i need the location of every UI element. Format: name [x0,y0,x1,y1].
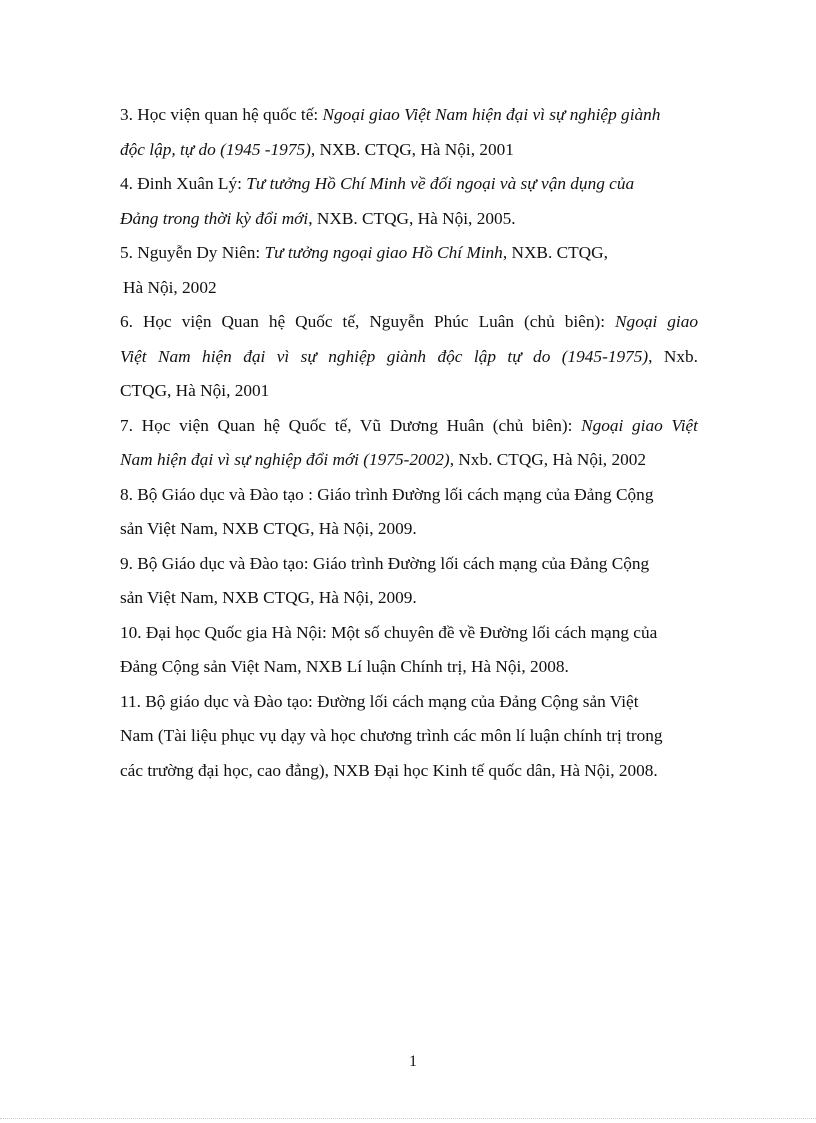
reference-title: Nam hiện đại vì sự nghiệp đổi mới (1975-2002) [120,450,450,469]
reference-text: , NXB. CTQG, [502,243,608,262]
reference-line [120,581,698,616]
reference-item-8 [120,478,698,547]
reference-line [120,512,698,547]
reference-text: Nam (Tài liệu phục vụ dạy và học chương trình các môn lí luận chính trị trong [120,726,663,745]
reference-item-11 [120,685,698,789]
reference-text: , NXB. CTQG, Hà Nội, 2005. [308,208,516,228]
reference-title: Ngoại giao Việt Nam hiện đại vì sự nghiệp giành [322,105,661,124]
reference-text: , Nxb. CTQG, Hà Nội, 2002 [449,450,647,469]
reference-line [120,443,698,478]
reference-text: 11. Bộ giáo dục và Đào tạo: Đường lối cách mạng của Đảng Cộng sản Việt [120,691,639,711]
reference-text: 9. Bộ Giáo dục và Đào tạo: Giáo trình Đường lối cách mạng của Đảng Cộng [120,553,650,573]
reference-line [120,650,698,685]
reference-item-9 [120,547,698,616]
reference-text: CTQG, Hà Nội, 2001 [120,381,270,400]
reference-text: 8. Bộ Giáo dục và Đào tạo : Giáo trình Đường lối cách mạng của Đảng Cộng [120,484,654,504]
reference-item-3 [120,98,698,167]
reference-item-10 [120,616,698,685]
reference-item-7 [120,409,698,478]
reference-title: Tư tưởng Hồ Chí Minh về đối ngoại và sự vận dụng của [246,174,635,193]
reference-line [120,547,698,582]
reference-text: sản Việt Nam, NXB CTQG, Hà Nội, 2009. [120,588,417,607]
reference-title: Ngoại giao [615,312,698,331]
reference-text: Hà Nội, 2002 [123,277,217,297]
reference-line [120,133,698,168]
page-bottom-divider [0,1118,816,1119]
reference-item-5 [120,236,698,305]
reference-line [120,305,698,340]
reference-line [120,754,698,789]
reference-text: 10. Đại học Quốc gia Hà Nội: Một số chuyên đề về Đường lối cách mạng của [120,622,658,642]
reference-text: Đảng Cộng sản Việt Nam, NXB Lí luận Chính trị, Hà Nội, 2008. [120,657,569,676]
reference-line [120,167,698,202]
reference-line [120,616,698,651]
reference-text: 4. Đinh Xuân Lý: [120,174,247,193]
reference-text: NXB. CTQG, Hà Nội, 2001 [315,139,514,159]
reference-title: Ngoại giao Việt [581,415,698,435]
reference-line [120,340,698,375]
reference-list [120,98,698,788]
reference-text: 5. Nguyễn Dy Niên: [120,243,265,262]
reference-text: 7. Học viện Quan hệ Quốc tế, Vũ Dương Huân (chủ biên): [120,415,582,435]
reference-line [120,685,698,720]
reference-line [120,98,698,133]
reference-title: Tư tưởng ngoại giao Hồ Chí Minh [264,243,503,262]
reference-text: 3. Học viện quan hệ quốc tế: [120,105,323,124]
page-number: 1 [409,1053,417,1070]
reference-line [120,374,698,409]
reference-line [120,236,698,271]
reference-title: Đảng trong thời kỳ đổi mới [120,208,309,228]
reference-text: , Nxb. [648,346,698,366]
reference-line [120,202,698,237]
reference-item-4 [120,167,698,236]
reference-text: 6. Học viện Quan hệ Quốc tế, Nguyễn Phúc Luân (chủ biên): [120,312,616,331]
reference-text: các trường đại học, cao đẳng), NXB Đại học Kinh tế quốc dân, Hà Nội, 2008. [120,760,658,780]
reference-line [120,271,698,306]
reference-title: độc lập, tự do (1945 -1975), [120,139,316,159]
reference-line [120,719,698,754]
reference-line [120,478,698,513]
reference-item-6 [120,305,698,409]
reference-title: Việt Nam hiện đại vì sự nghiệp giành độc lập tự do (1945-1975) [120,346,649,366]
reference-text: sản Việt Nam, NXB CTQG, Hà Nội, 2009. [120,519,417,538]
reference-line [120,409,698,444]
